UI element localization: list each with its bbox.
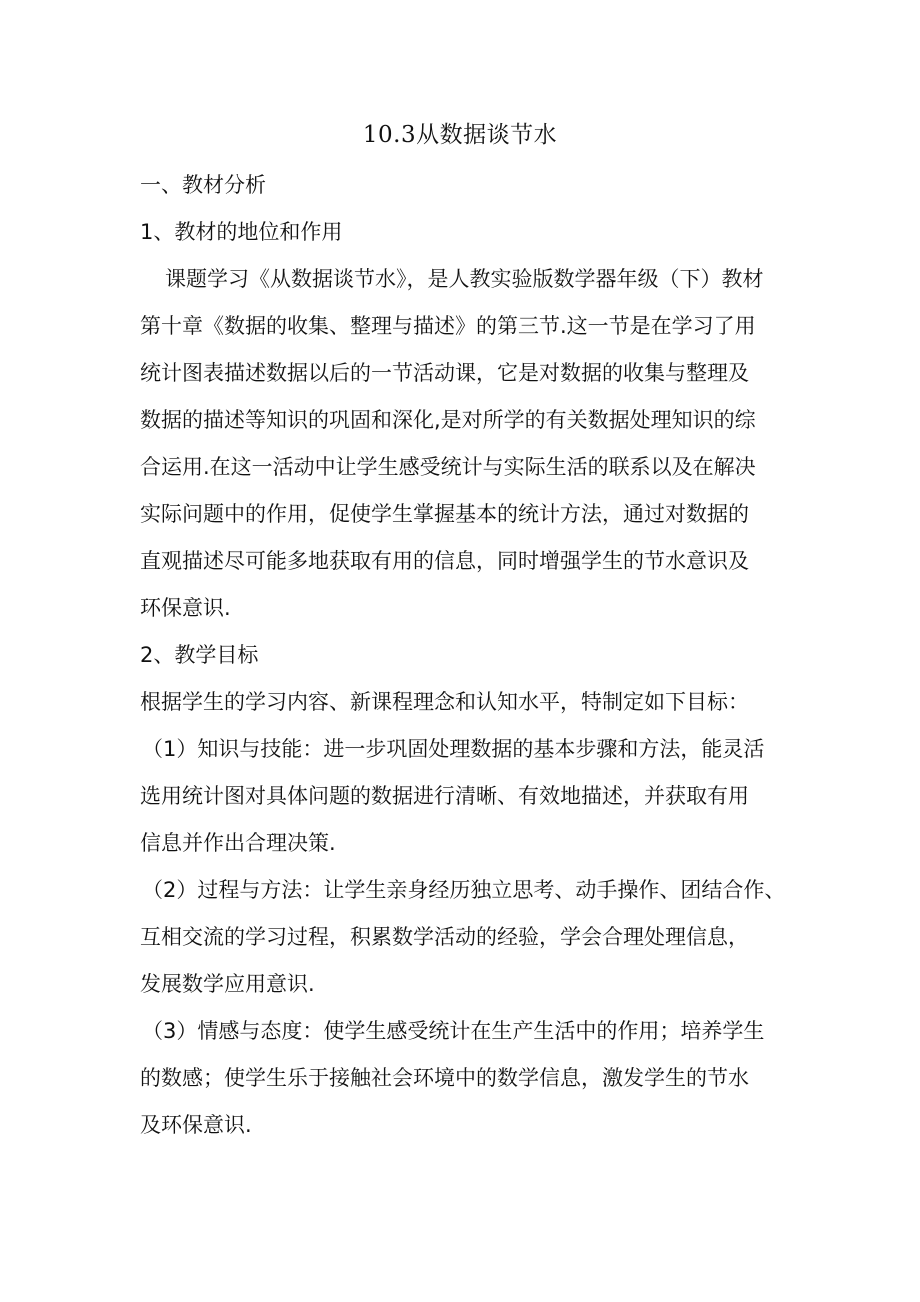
goal-2-line: （2）过程与方法：让学生亲身经历独立思考、动手操作、团结合作、 [142, 878, 786, 902]
paragraph-line: 数据的描述等知识的巩固和深化,是对所学的有关数据处理知识的综 [140, 408, 756, 432]
page-title: 10.3从数据谈节水 [362, 122, 558, 148]
paragraph-line: 课题学习《从数据谈节水》，是人教实验版数学器年级（下）教材 [165, 267, 764, 291]
paragraph-line: 环保意识. [140, 596, 231, 620]
paragraph-line: 直观描述尽可能多地获取有用的信息，同时增强学生的节水意识及 [140, 549, 749, 573]
goal-1-line: （1）知识与技能：进一步巩固处理数据的基本步骤和方法，能灵活 [142, 737, 765, 761]
paragraph-line: 第十章《数据的收集、整理与描述》的第三节.这一节是在学习了用 [140, 314, 756, 338]
paragraph-line: 实际问题中的作用，促使学生掌握基本的统计方法，通过对数据的 [140, 502, 749, 526]
subsection-heading-position-role: 1、教材的地位和作用 [140, 220, 343, 244]
goals-intro: 根据学生的学习内容、新课程理念和认知水平，特制定如下目标： [140, 690, 749, 714]
goal-3-line: （3）情感与态度：使学生感受统计在生产生活中的作用；培养学生 [142, 1019, 765, 1043]
goal-1-line: 选用统计图对具体问题的数据进行清晰、有效地描述，并获取有用 [140, 784, 749, 808]
subsection-heading-teaching-goals: 2、教学目标 [140, 643, 259, 667]
goal-2-line: 发展数学应用意识. [140, 972, 315, 996]
goal-3-line: 及环保意识. [140, 1113, 252, 1137]
section-heading-textbook-analysis: 一、教材分析 [140, 173, 266, 197]
paragraph-line: 统计图表描述数据以后的一节活动课，它是对数据的收集与整理及 [140, 361, 749, 385]
goal-1-line: 信息并作出合理决策. [140, 831, 336, 855]
paragraph-line: 合运用.在这一活动中让学生感受统计与实际生活的联系以及在解决 [140, 455, 756, 479]
goal-3-line: 的数感；使学生乐于接触社会环境中的数学信息，激发学生的节水 [140, 1066, 749, 1090]
goal-2-line: 互相交流的学习过程，积累数学活动的经验，学会合理处理信息， [140, 925, 749, 949]
